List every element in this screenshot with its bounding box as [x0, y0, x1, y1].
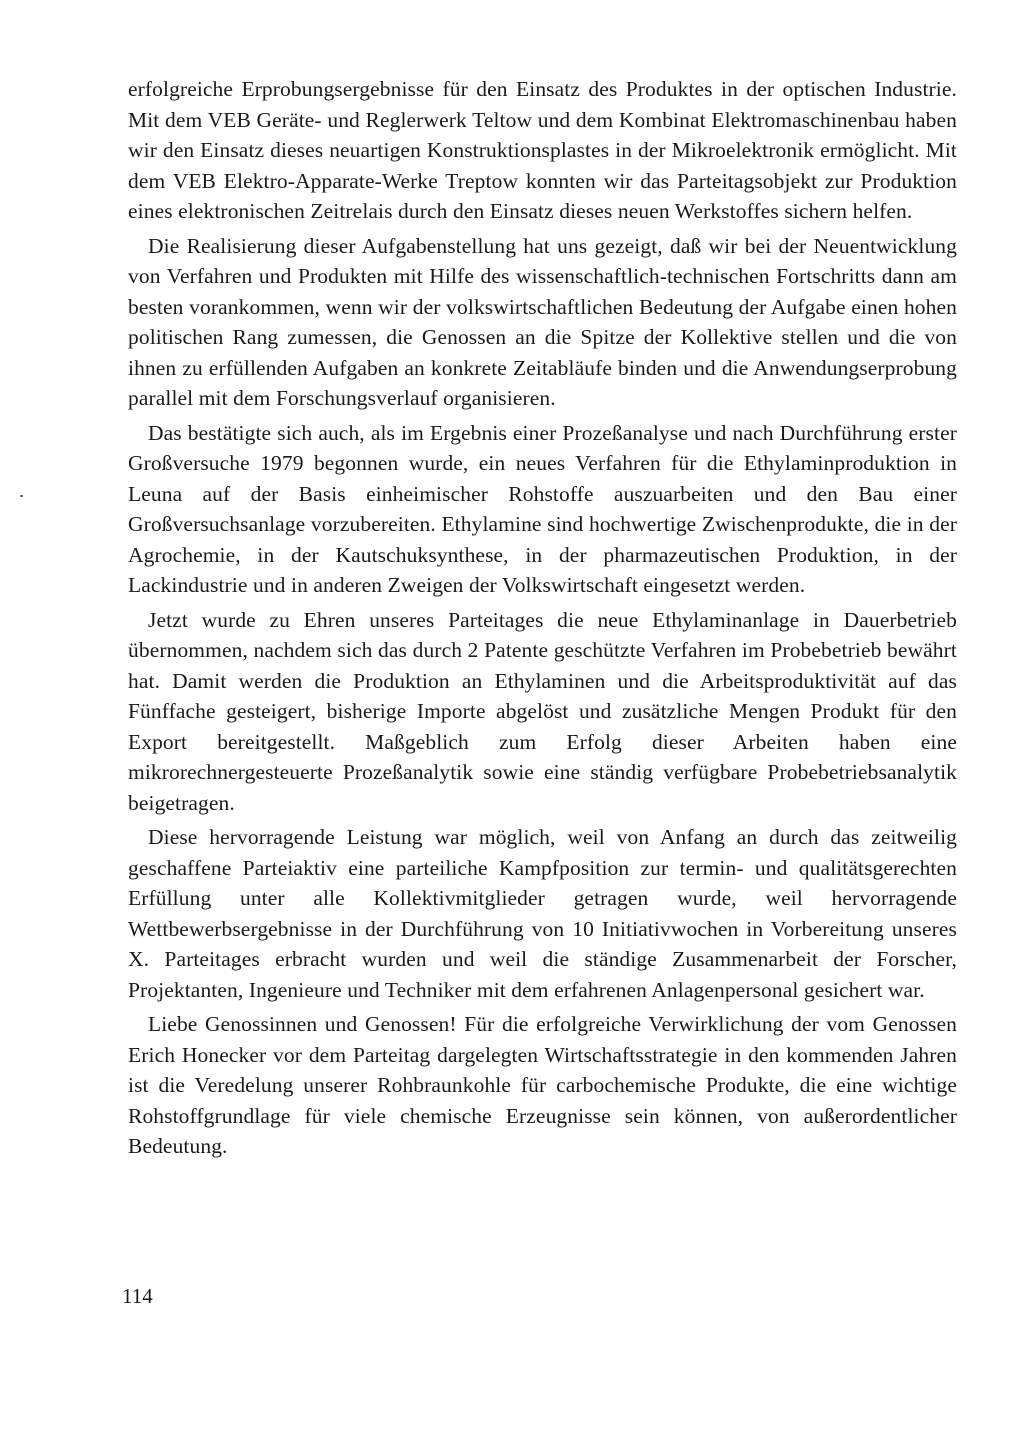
paragraph: Liebe Genossinnen und Genossen! Für die erfolgreiche Verwirklichung der vom Genossen Erich Honecker vor dem Parteitag dargelegten Wirtschaftsstrategie in den kommenden Jahren ist die Veredelung unserer Rohbraunkohle für carbochemische Produkte, die eine wichtige Rohstoffgrundlage für viele chemische Erzeugnisse sein können, von außerordentlicher Bedeutung. [128, 1012, 957, 1158]
paragraph: Jetzt wurde zu Ehren unseres Parteitages die neue Ethylaminanlage in Dauerbetrieb übernommen, nachdem sich das durch 2 Patente geschützte Verfahren im Probebetrieb bewährt hat. Damit werden die Produktion an Ethylaminen und die Arbeitsproduktivität auf das Fünffache gesteigert, bisherige Importe abgelöst und zusätzliche Mengen Produkt für den Export bereitgestellt. Maßgeblich zum Erfolg dieser Arbeiten haben eine mikrorechnergesteuerte Prozeßanalytik sowie eine ständig verfügbare Probebetriebsanalytik beigetragen. [128, 607, 957, 815]
paragraph: Die Realisierung dieser Aufgabenstellung hat uns gezeigt, daß wir bei der Neuentwicklung von Verfahren und Produkten mit Hilfe des wissenschaftlich-technischen Fortschritts dann am besten vorankommen, wenn wir der volkswirtschaftlichen Bedeutung der Aufgabe einen hohen politischen Rang zumessen, die Genossen an die Spitze der Kollektive stellen und die von ihnen zu erfüllenden Aufgaben an konkrete Zeitabläufe binden und die Anwendungserprobung parallel mit dem Forschungsverlauf organisieren. [128, 233, 957, 410]
paragraph: Diese hervorragende Leistung war möglich, weil von Anfang an durch das zeitweilig geschaffene Parteiaktiv eine parteiliche Kampfposition zur termin- und qualitätsgerechten Erfüllung unter alle Kollektivmitglieder getragen wurde, weil hervorragende Wettbewerbsergebnisse in der Durchführung von 10 Initiativwochen in Vorbereitung unseres X. Parteitages erbracht wurden und weil die ständige Zusammenarbeit der Forscher, Projektanten, Ingenieure und Techniker mit dem erfahrenen Anlagenpersonal gesichert war. [128, 825, 957, 1002]
page-number: 114 [122, 1284, 153, 1308]
paragraph: Das bestätigte sich auch, als im Ergebnis einer Prozeßanalyse und nach Durchführung erster Großversuche 1979 begonnen wurde, ein neues Verfahren für die Ethylaminproduktion in Leuna auf der Basis einheimischer Rohstoffe auszuarbeiten und den Bau einer Großversuchsanlage vorzubereiten. Ethylamine sind hochwertige Zwischenprodukte, die in der Agrochemie, in der Kautschuksynthese, in der pharmazeutischen Produktion, in der Lackindustrie und in anderen Zweigen der Volkswirtschaft eingesetzt werden. [128, 420, 957, 597]
paragraph: erfolgreiche Erprobungsergebnisse für den Einsatz des Produktes in der optischen Industrie. Mit dem VEB Geräte- und Reglerwerk Teltow und dem Kombinat Elektromaschinenbau haben wir den Einsatz dieses neuartigen Konstruktionsplastes in der Mikroelektronik ermöglicht. Mit dem VEB Elektro-Apparate-Werke Treptow konnten wir das Parteitagsobjekt zur Produktion eines elektronischen Zeitrelais durch den Einsatz dieses neuen Werkstoffes sichern helfen. [128, 77, 957, 223]
body-text [128, 74, 957, 1166]
scan-speck [20, 495, 23, 497]
